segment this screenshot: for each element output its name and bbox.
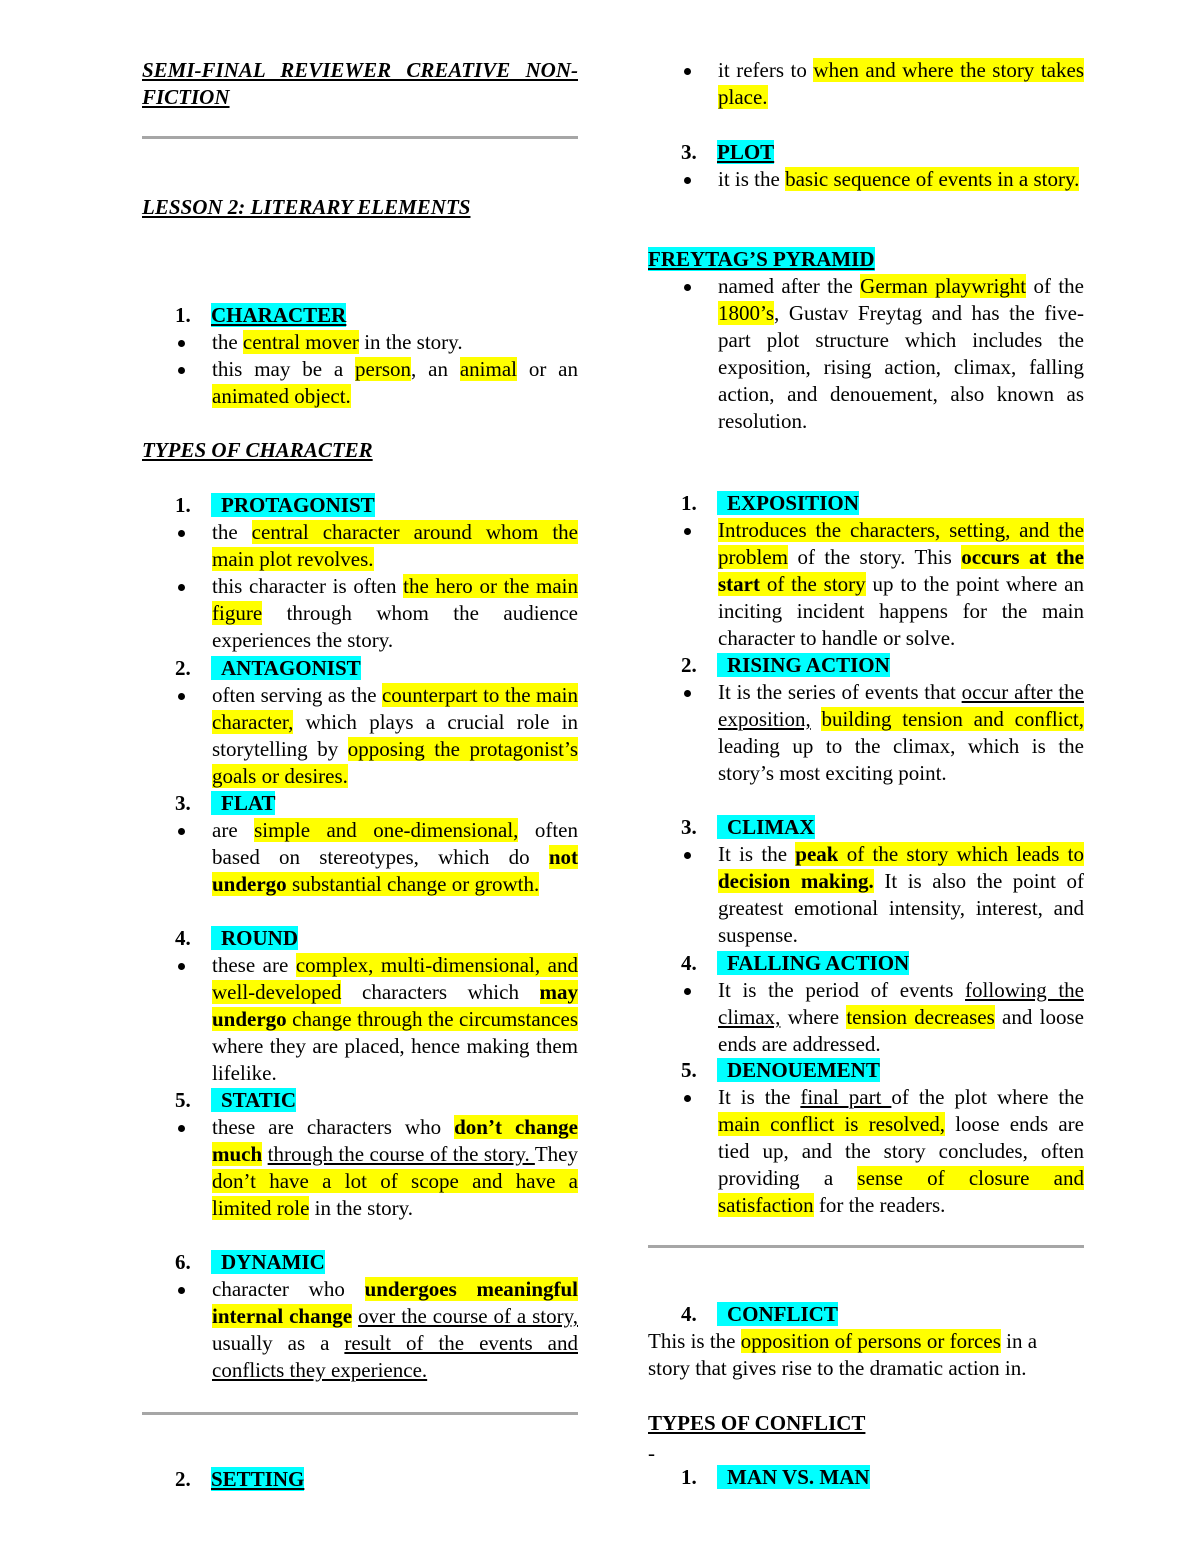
heading-falling-action: 4. FALLING ACTION	[681, 951, 910, 975]
bullet-protagonist-2: this character is often the hero or the main figure through whom the audience experiences the story.	[175, 573, 578, 654]
heading-denouement: 5. DENOUEMENT	[681, 1058, 880, 1082]
horizontal-rule	[648, 1245, 1084, 1248]
bullet-icon	[684, 852, 691, 859]
bullet-icon	[178, 530, 185, 537]
types-of-character-heading: TYPES OF CHARACTER	[142, 438, 373, 462]
heading-flat: 3. FLAT	[175, 791, 276, 815]
heading-round: 4. ROUND	[175, 926, 298, 950]
bullet-round-1: these are complex, multi-dimensional, and well-developed characters which may undergo change through the circumstances where they are placed, hence making them lifelike.	[175, 952, 578, 1087]
bullet-icon	[684, 284, 691, 291]
heading-rising-action: 2. RISING ACTION	[681, 653, 890, 677]
heading-exposition: 1. EXPOSITION	[681, 491, 859, 515]
heading-freytag: FREYTAG’S PYRAMID	[648, 247, 875, 271]
lesson-heading: LESSON 2: LITERARY ELEMENTS	[142, 195, 471, 219]
heading-man-vs-man: 1. MAN VS. MAN	[681, 1465, 870, 1489]
bullet-static-1: these are characters who don’t change much through the course of the story. They don’t have a lot of scope and have a limited role in the story.	[175, 1114, 578, 1222]
document-title: SEMI-FINAL REVIEWER CREATIVE NON-FICTION	[142, 58, 578, 109]
bullet-antagonist-1: often serving as the counterpart to the main character, which plays a crucial role in storytelling by opposing the protagonist’s goals or desires.	[175, 682, 578, 790]
bullet-icon	[684, 690, 691, 697]
heading-climax: 3. CLIMAX	[681, 815, 815, 839]
bullet-icon	[178, 963, 185, 970]
bullet-rising-1: It is the series of events that occur after the exposition, building tension and conflict, leading up to the climax, which is the story’s most exciting point.	[681, 679, 1084, 787]
heading-static: 5. STATIC	[175, 1088, 297, 1112]
bullet-climax-1: It is the peak of the story which leads to decision making. It is also the point of greatest emotional intensity, interest, and suspense.	[681, 841, 1084, 949]
bullet-character-2: this may be a person, an animal or an animated object.	[175, 356, 578, 410]
bullet-icon	[684, 528, 691, 535]
heading-antagonist: 2. ANTAGONIST	[175, 656, 361, 680]
bullet-icon	[684, 68, 691, 75]
bullet-icon	[684, 1095, 691, 1102]
heading-character: 1. CHARACTER	[175, 303, 347, 327]
bullet-icon	[178, 1125, 185, 1132]
bullet-character-1: the central mover in the story.	[175, 329, 578, 356]
bullet-flat-1: are simple and one-dimensional, often based on stereotypes, which do not undergo substantial change or growth.	[175, 817, 578, 898]
heading-setting: 2. SETTING	[175, 1467, 305, 1491]
bullet-freytag-1: named after the German playwright of the 1800’s, Gustav Freytag and has the five-part plot structure which includes the exposition, rising action, climax, falling action, and denouement, also known as resolution.	[681, 273, 1084, 435]
bullet-icon	[178, 693, 185, 700]
bullet-plot-1: it is the basic sequence of events in a story.	[681, 166, 1084, 193]
bullet-icon	[178, 1287, 185, 1294]
horizontal-rule	[142, 1412, 578, 1415]
heading-dynamic: 6. DYNAMIC	[175, 1250, 325, 1274]
bullet-dynamic-1: character who undergoes meaningful internal change over the course of a story, usually as a result of the events and conflicts they experience.	[175, 1276, 578, 1384]
bullet-exposition-1: Introduces the characters, setting, and the problem of the story. This occurs at the start of the story up to the point where an inciting incident happens for the main character to handle or solve.	[681, 517, 1084, 652]
heading-plot: 3. PLOT	[681, 140, 775, 164]
dash-line: -	[648, 1441, 655, 1465]
bullet-icon	[684, 988, 691, 995]
horizontal-rule	[142, 136, 578, 139]
bullet-setting-1: it refers to when and where the story takes place.	[681, 57, 1084, 111]
bullet-icon	[178, 828, 185, 835]
heading-protagonist: 1. PROTAGONIST	[175, 493, 375, 517]
types-of-conflict-heading: TYPES OF CONFLICT	[648, 1411, 866, 1435]
heading-conflict: 4. CONFLICT	[681, 1302, 838, 1326]
bullet-icon	[178, 340, 185, 347]
bullet-denouement-1: It is the final part of the plot where the main conflict is resolved, loose ends are tied up, and the story concludes, often providing a sense of closure and satisfaction for the readers.	[681, 1084, 1084, 1219]
bullet-protagonist-1: the central character around whom the main plot revolves.	[175, 519, 578, 573]
bullet-icon	[178, 367, 185, 374]
bullet-falling-1: It is the period of events following the climax, where tension decreases and loose ends are addressed.	[681, 977, 1084, 1058]
conflict-paragraph: This is the opposition of persons or forces in a story that gives rise to the dramatic action in.	[648, 1329, 1038, 1380]
bullet-icon	[684, 177, 691, 184]
bullet-icon	[178, 584, 185, 591]
